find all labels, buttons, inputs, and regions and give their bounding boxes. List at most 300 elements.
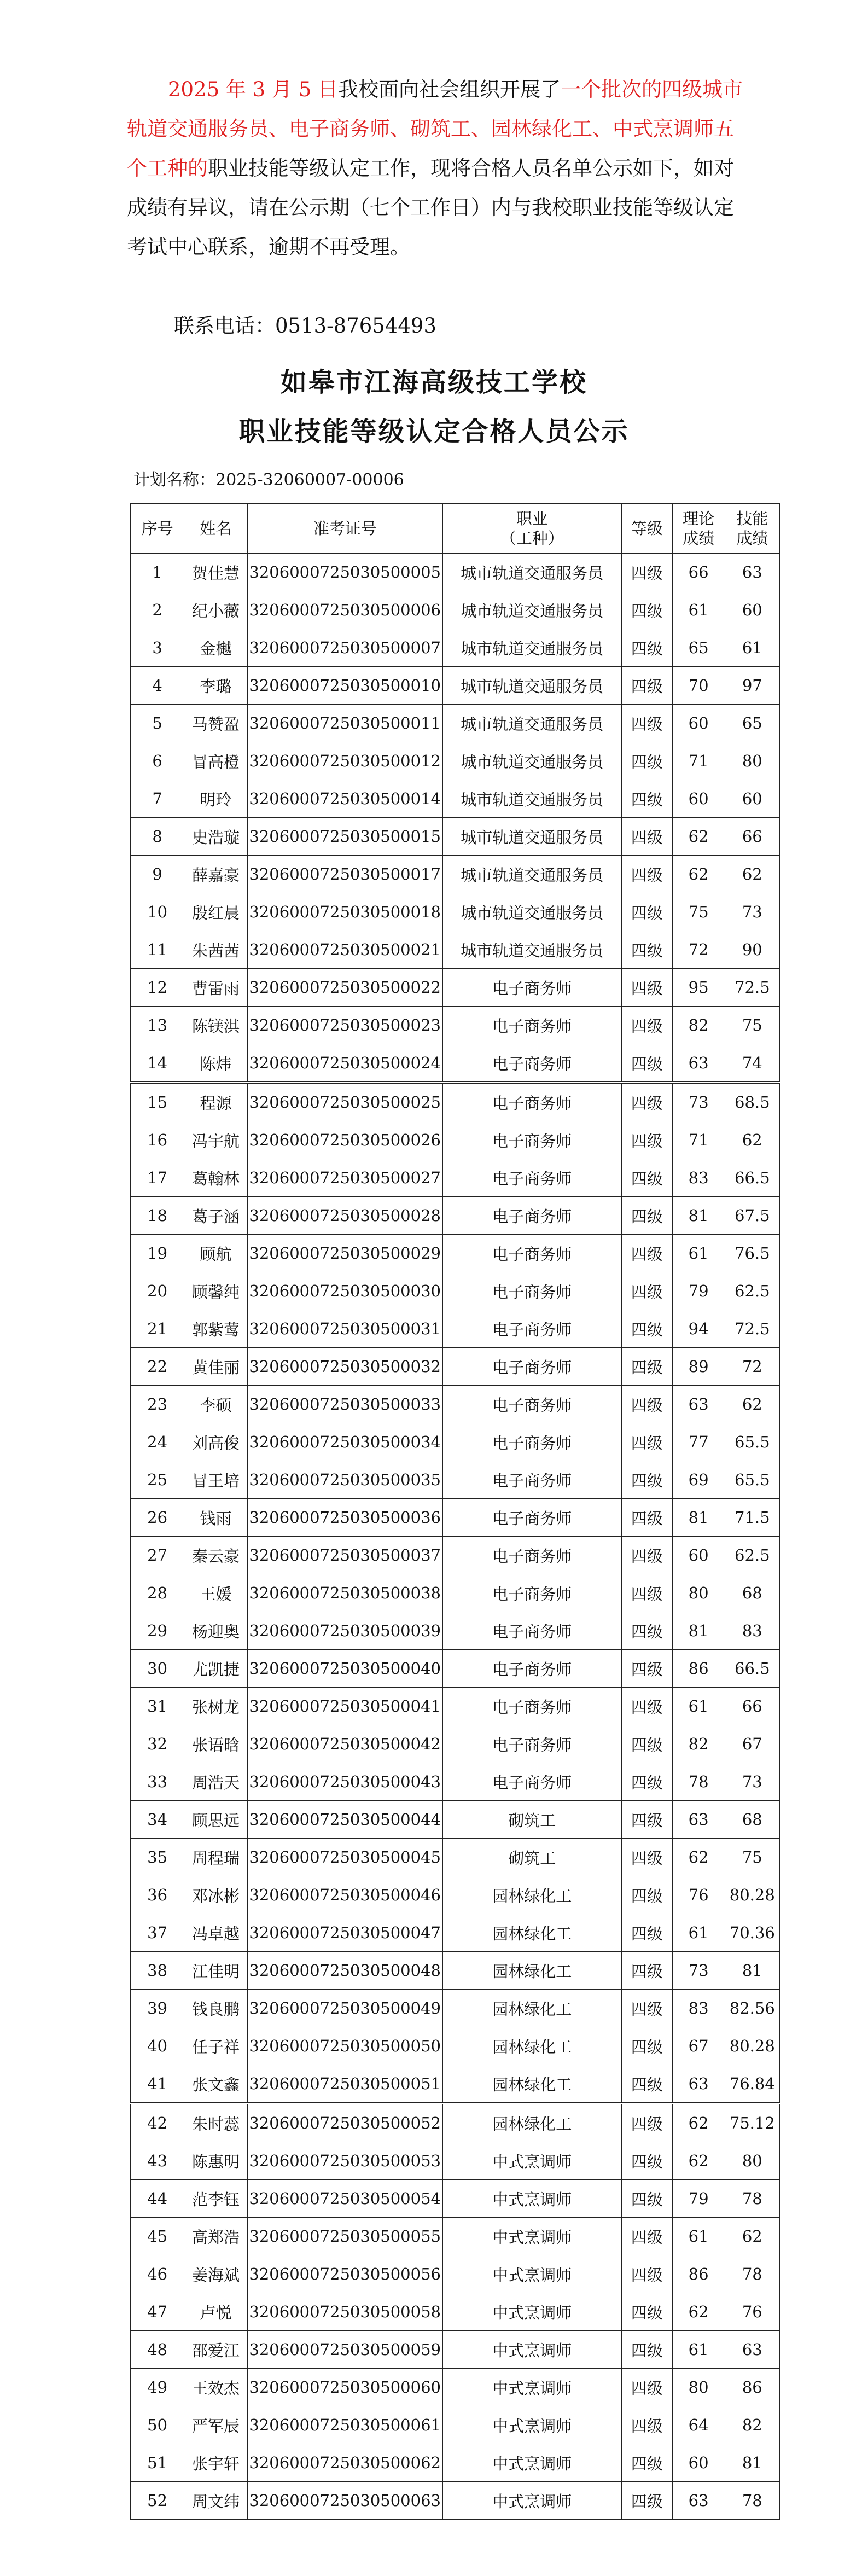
notice-paragraph <box>127 70 749 267</box>
cell-theory: 79 <box>672 1272 725 1310</box>
cell-id: 3206000725030500015 <box>247 818 442 856</box>
table-row <box>131 818 780 856</box>
cell-name: 邵爱江 <box>184 2331 248 2369</box>
cell-level: 四级 <box>621 2331 672 2369</box>
table-row <box>131 1839 780 1876</box>
cell-id: 3206000725030500007 <box>247 629 442 667</box>
cell-level: 四级 <box>621 1348 672 1386</box>
cell-no: 47 <box>131 2293 184 2331</box>
cell-no: 50 <box>131 2406 184 2444</box>
cell-skill: 75 <box>725 1007 779 1044</box>
cell-id: 3206000725030500040 <box>247 1650 442 1688</box>
cell-name: 冒高橙 <box>184 742 248 780</box>
cell-id: 3206000725030500031 <box>247 1310 442 1348</box>
cell-name: 马赞盈 <box>184 705 248 742</box>
cell-id: 3206000725030500046 <box>247 1876 442 1914</box>
table-row <box>131 1272 780 1310</box>
cell-level: 四级 <box>621 591 672 629</box>
cell-theory: 61 <box>672 1235 725 1272</box>
cell-id: 3206000725030500050 <box>247 2027 442 2065</box>
notice-date: 2025 年 3 月 5 日 <box>168 78 339 101</box>
cell-id: 3206000725030500017 <box>247 856 442 893</box>
cell-no: 3 <box>131 629 184 667</box>
cell-level: 四级 <box>621 780 672 818</box>
table-row <box>131 2255 780 2293</box>
table-row <box>131 1348 780 1386</box>
cell-skill: 75 <box>725 1839 779 1876</box>
table-row <box>131 1688 780 1725</box>
plan-name: 计划名称：2025-32060007-00006 <box>133 470 404 490</box>
cell-name: 王媛 <box>184 1574 248 1612</box>
cell-job: 电子商务师 <box>442 1725 621 1763</box>
cell-job: 中式烹调师 <box>442 2255 621 2293</box>
cell-theory: 69 <box>672 1461 725 1499</box>
cell-theory: 61 <box>672 1688 725 1725</box>
cell-skill: 72.5 <box>725 969 779 1007</box>
cell-id: 3206000725030500021 <box>247 931 442 969</box>
cell-skill: 76.84 <box>725 2065 779 2104</box>
qualified-list-table <box>130 503 780 2520</box>
cell-id: 3206000725030500052 <box>247 2103 442 2142</box>
cell-skill: 90 <box>725 931 779 969</box>
cell-name: 李硕 <box>184 1386 248 1423</box>
cell-theory: 73 <box>672 1083 725 1121</box>
cell-no: 20 <box>131 1272 184 1310</box>
cell-theory: 62 <box>672 2142 725 2180</box>
cell-level: 四级 <box>621 1272 672 1310</box>
table-row <box>131 1725 780 1763</box>
cell-id: 3206000725030500041 <box>247 1688 442 1725</box>
cell-id: 3206000725030500044 <box>247 1801 442 1839</box>
cell-skill: 83 <box>725 1612 779 1650</box>
cell-job: 电子商务师 <box>442 1121 621 1159</box>
cell-no: 23 <box>131 1386 184 1423</box>
table-row <box>131 1952 780 1990</box>
cell-no: 49 <box>131 2369 184 2406</box>
school-name: 如皋市江海高级技工学校 <box>280 367 587 398</box>
cell-name: 冯卓越 <box>184 1914 248 1952</box>
cell-no: 41 <box>131 2065 184 2104</box>
cell-skill: 75.12 <box>725 2103 779 2142</box>
cell-skill: 73 <box>725 893 779 931</box>
cell-level: 四级 <box>621 1386 672 1423</box>
cell-name: 李璐 <box>184 667 248 705</box>
cell-id: 3206000725030500026 <box>247 1121 442 1159</box>
cell-name: 张语晗 <box>184 1725 248 1763</box>
table-row <box>131 705 780 742</box>
cell-level: 四级 <box>621 629 672 667</box>
cell-name: 邓冰彬 <box>184 1876 248 1914</box>
cell-job: 电子商务师 <box>442 1159 621 1197</box>
cell-name: 周程瑞 <box>184 1839 248 1876</box>
cell-theory: 67 <box>672 2027 725 2065</box>
cell-no: 48 <box>131 2331 184 2369</box>
cell-job: 电子商务师 <box>442 1348 621 1386</box>
table-row <box>131 1235 780 1272</box>
cell-skill: 68 <box>725 1574 779 1612</box>
table-row <box>131 591 780 629</box>
cell-level: 四级 <box>621 1235 672 1272</box>
table-row <box>131 1159 780 1197</box>
cell-id: 3206000725030500012 <box>247 742 442 780</box>
notice-text-1: 我校面向社会组织开展了 <box>338 78 561 101</box>
cell-id: 3206000725030500059 <box>247 2331 442 2369</box>
cell-level: 四级 <box>621 1310 672 1348</box>
cell-name: 王效杰 <box>184 2369 248 2406</box>
cell-level: 四级 <box>621 2180 672 2218</box>
table-row <box>131 1044 780 1083</box>
cell-id: 3206000725030500039 <box>247 1612 442 1650</box>
cell-name: 严军辰 <box>184 2406 248 2444</box>
notice-highlight: 一个批次的四级城市轨道交通服务员、电子商务师、砌筑工、园林绿化工、中式烹调师五个工种的 <box>127 78 743 180</box>
cell-no: 12 <box>131 969 184 1007</box>
cell-name: 姜海斌 <box>184 2255 248 2293</box>
cell-name: 程源 <box>184 1083 248 1121</box>
cell-name: 顾馨纯 <box>184 1272 248 1310</box>
cell-level: 四级 <box>621 1990 672 2027</box>
table-row <box>131 2482 780 2520</box>
cell-id: 3206000725030500054 <box>247 2180 442 2218</box>
cell-skill: 80.28 <box>725 1876 779 1914</box>
cell-job: 电子商务师 <box>442 1272 621 1310</box>
cell-id: 3206000725030500027 <box>247 1159 442 1197</box>
cell-theory: 63 <box>672 2482 725 2520</box>
cell-id: 3206000725030500038 <box>247 1574 442 1612</box>
cell-theory: 60 <box>672 2444 725 2482</box>
cell-name: 葛子涵 <box>184 1197 248 1235</box>
cell-level: 四级 <box>621 1121 672 1159</box>
cell-no: 32 <box>131 1725 184 1763</box>
cell-name: 刘高俊 <box>184 1423 248 1461</box>
cell-level: 四级 <box>621 667 672 705</box>
cell-theory: 66 <box>672 554 725 591</box>
cell-skill: 63 <box>725 554 779 591</box>
cell-level: 四级 <box>621 1801 672 1839</box>
table-row <box>131 554 780 591</box>
cell-no: 33 <box>131 1763 184 1801</box>
cell-job: 电子商务师 <box>442 1310 621 1348</box>
cell-job: 砌筑工 <box>442 1839 621 1876</box>
table-row <box>131 2142 780 2180</box>
cell-level: 四级 <box>621 1763 672 1801</box>
cell-name: 明玲 <box>184 780 248 818</box>
cell-skill: 80.28 <box>725 2027 779 2065</box>
cell-level: 四级 <box>621 1688 672 1725</box>
cell-job: 中式烹调师 <box>442 2331 621 2369</box>
cell-level: 四级 <box>621 2444 672 2482</box>
cell-theory: 62 <box>672 2293 725 2331</box>
cell-no: 42 <box>131 2103 184 2142</box>
cell-level: 四级 <box>621 893 672 931</box>
cell-theory: 61 <box>672 2331 725 2369</box>
cell-no: 24 <box>131 1423 184 1461</box>
cell-name: 高郑浩 <box>184 2218 248 2255</box>
cell-name: 周浩天 <box>184 1763 248 1801</box>
cell-job: 中式烹调师 <box>442 2293 621 2331</box>
cell-skill: 86 <box>725 2369 779 2406</box>
cell-level: 四级 <box>621 1159 672 1197</box>
cell-name: 朱时蕊 <box>184 2103 248 2142</box>
cell-theory: 89 <box>672 1348 725 1386</box>
cell-name: 史浩璇 <box>184 818 248 856</box>
cell-name: 冯宇航 <box>184 1121 248 1159</box>
table-row <box>131 2293 780 2331</box>
table-row <box>131 742 780 780</box>
cell-name: 顾思远 <box>184 1801 248 1839</box>
cell-level: 四级 <box>621 969 672 1007</box>
table-row <box>131 2218 780 2255</box>
cell-name: 杨迎奥 <box>184 1612 248 1650</box>
cell-name: 周文纬 <box>184 2482 248 2520</box>
col-skill: 技能 成绩 <box>725 504 779 554</box>
table-row <box>131 931 780 969</box>
cell-theory: 82 <box>672 1007 725 1044</box>
table-row <box>131 1537 780 1574</box>
cell-no: 7 <box>131 780 184 818</box>
col-job: 职业 （工种） <box>442 504 621 554</box>
cell-skill: 68 <box>725 1801 779 1839</box>
cell-skill: 74 <box>725 1044 779 1083</box>
cell-theory: 83 <box>672 1990 725 2027</box>
cell-id: 3206000725030500011 <box>247 705 442 742</box>
cell-level: 四级 <box>621 1499 672 1537</box>
cell-theory: 62 <box>672 2103 725 2142</box>
table-row <box>131 1007 780 1044</box>
cell-job: 电子商务师 <box>442 1688 621 1725</box>
table-row <box>131 893 780 931</box>
cell-no: 16 <box>131 1121 184 1159</box>
page-title: 职业技能等级认定合格人员公示 <box>238 416 630 447</box>
cell-name: 张宇轩 <box>184 2444 248 2482</box>
cell-level: 四级 <box>621 2482 672 2520</box>
cell-no: 21 <box>131 1310 184 1348</box>
cell-skill: 65 <box>725 705 779 742</box>
cell-id: 3206000725030500030 <box>247 1272 442 1310</box>
cell-no: 31 <box>131 1688 184 1725</box>
cell-level: 四级 <box>621 931 672 969</box>
cell-theory: 75 <box>672 893 725 931</box>
cell-level: 四级 <box>621 2065 672 2104</box>
cell-id: 3206000725030500048 <box>247 1952 442 1990</box>
cell-theory: 61 <box>672 2218 725 2255</box>
cell-no: 8 <box>131 818 184 856</box>
table-row <box>131 2406 780 2444</box>
cell-skill: 66 <box>725 1688 779 1725</box>
cell-no: 17 <box>131 1159 184 1197</box>
cell-theory: 63 <box>672 1044 725 1083</box>
cell-id: 3206000725030500018 <box>247 893 442 931</box>
cell-no: 22 <box>131 1348 184 1386</box>
cell-name: 葛翰林 <box>184 1159 248 1197</box>
cell-level: 四级 <box>621 1083 672 1121</box>
cell-job: 城市轨道交通服务员 <box>442 629 621 667</box>
cell-level: 四级 <box>621 856 672 893</box>
cell-name: 钱良鹏 <box>184 1990 248 2027</box>
cell-job: 砌筑工 <box>442 1801 621 1839</box>
table-row <box>131 1876 780 1914</box>
cell-theory: 61 <box>672 1914 725 1952</box>
cell-name: 张文鑫 <box>184 2065 248 2104</box>
cell-skill: 66.5 <box>725 1650 779 1688</box>
contact-phone <box>174 309 436 339</box>
cell-no: 18 <box>131 1197 184 1235</box>
table-row <box>131 1574 780 1612</box>
col-name: 姓名 <box>184 504 248 554</box>
cell-level: 四级 <box>621 1650 672 1688</box>
cell-skill: 80 <box>725 2142 779 2180</box>
cell-no: 11 <box>131 931 184 969</box>
cell-skill: 62 <box>725 1386 779 1423</box>
cell-no: 51 <box>131 2444 184 2482</box>
cell-job: 城市轨道交通服务员 <box>442 856 621 893</box>
cell-job: 城市轨道交通服务员 <box>442 818 621 856</box>
cell-skill: 78 <box>725 2180 779 2218</box>
cell-name: 薛嘉豪 <box>184 856 248 893</box>
cell-id: 3206000725030500022 <box>247 969 442 1007</box>
cell-id: 3206000725030500033 <box>247 1386 442 1423</box>
cell-id: 3206000725030500006 <box>247 591 442 629</box>
cell-theory: 60 <box>672 1537 725 1574</box>
cell-level: 四级 <box>621 1007 672 1044</box>
cell-theory: 60 <box>672 705 725 742</box>
cell-id: 3206000725030500032 <box>247 1348 442 1386</box>
cell-no: 26 <box>131 1499 184 1537</box>
cell-id: 3206000725030500062 <box>247 2444 442 2482</box>
cell-theory: 63 <box>672 1386 725 1423</box>
cell-skill: 97 <box>725 667 779 705</box>
cell-id: 3206000725030500024 <box>247 1044 442 1083</box>
cell-job: 园林绿化工 <box>442 2027 621 2065</box>
cell-no: 14 <box>131 1044 184 1083</box>
cell-name: 秦云豪 <box>184 1537 248 1574</box>
cell-job: 电子商务师 <box>442 1044 621 1083</box>
cell-level: 四级 <box>621 2103 672 2142</box>
cell-skill: 71.5 <box>725 1499 779 1537</box>
cell-job: 中式烹调师 <box>442 2444 621 2482</box>
cell-skill: 72 <box>725 1348 779 1386</box>
cell-job: 电子商务师 <box>442 1197 621 1235</box>
cell-no: 45 <box>131 2218 184 2255</box>
cell-id: 3206000725030500023 <box>247 1007 442 1044</box>
cell-theory: 78 <box>672 1763 725 1801</box>
cell-skill: 62.5 <box>725 1272 779 1310</box>
cell-job: 城市轨道交通服务员 <box>442 742 621 780</box>
cell-level: 四级 <box>621 1876 672 1914</box>
cell-no: 37 <box>131 1914 184 1952</box>
cell-no: 10 <box>131 893 184 931</box>
cell-theory: 60 <box>672 780 725 818</box>
cell-theory: 76 <box>672 1876 725 1914</box>
cell-theory: 83 <box>672 1159 725 1197</box>
cell-theory: 79 <box>672 2180 725 2218</box>
notice-text-2: 职业技能等级认定工作，现将合格人员名单公示如下，如对成绩有异议，请在公示期（七个工作日）内与我校职业技能等级认定考试中心联系，逾期不再受理。 <box>127 156 734 259</box>
cell-name: 任子祥 <box>184 2027 248 2065</box>
cell-name: 尤凯捷 <box>184 1650 248 1688</box>
table-row <box>131 1386 780 1423</box>
cell-job: 城市轨道交通服务员 <box>442 591 621 629</box>
cell-job: 园林绿化工 <box>442 1952 621 1990</box>
cell-level: 四级 <box>621 1423 672 1461</box>
cell-job: 园林绿化工 <box>442 2065 621 2104</box>
cell-id: 3206000725030500005 <box>247 554 442 591</box>
cell-level: 四级 <box>621 2255 672 2293</box>
cell-no: 27 <box>131 1537 184 1574</box>
cell-id: 3206000725030500028 <box>247 1197 442 1235</box>
cell-skill: 68.5 <box>725 1083 779 1121</box>
cell-skill: 78 <box>725 2255 779 2293</box>
cell-level: 四级 <box>621 1574 672 1612</box>
cell-level: 四级 <box>621 742 672 780</box>
phone-label: 联系电话： <box>174 314 275 338</box>
cell-job: 城市轨道交通服务员 <box>442 893 621 931</box>
col-level: 等级 <box>621 504 672 554</box>
cell-job: 城市轨道交通服务员 <box>442 705 621 742</box>
cell-id: 3206000725030500042 <box>247 1725 442 1763</box>
cell-theory: 63 <box>672 2065 725 2104</box>
cell-skill: 60 <box>725 780 779 818</box>
cell-job: 中式烹调师 <box>442 2142 621 2180</box>
table-row <box>131 1310 780 1348</box>
cell-theory: 72 <box>672 931 725 969</box>
cell-job: 城市轨道交通服务员 <box>442 667 621 705</box>
cell-level: 四级 <box>621 1914 672 1952</box>
cell-skill: 81 <box>725 1952 779 1990</box>
cell-name: 钱雨 <box>184 1499 248 1537</box>
cell-skill: 65.5 <box>725 1461 779 1499</box>
cell-no: 46 <box>131 2255 184 2293</box>
cell-theory: 95 <box>672 969 725 1007</box>
cell-level: 四级 <box>621 1044 672 1083</box>
cell-theory: 71 <box>672 742 725 780</box>
cell-level: 四级 <box>621 2218 672 2255</box>
cell-job: 城市轨道交通服务员 <box>442 931 621 969</box>
cell-id: 3206000725030500025 <box>247 1083 442 1121</box>
cell-no: 2 <box>131 591 184 629</box>
cell-name: 殷红晨 <box>184 893 248 931</box>
cell-skill: 66 <box>725 818 779 856</box>
cell-level: 四级 <box>621 1952 672 1990</box>
cell-no: 25 <box>131 1461 184 1499</box>
table-row <box>131 2369 780 2406</box>
cell-job: 电子商务师 <box>442 1574 621 1612</box>
table-row <box>131 2103 780 2142</box>
cell-level: 四级 <box>621 818 672 856</box>
cell-no: 29 <box>131 1612 184 1650</box>
cell-job: 城市轨道交通服务员 <box>442 554 621 591</box>
cell-job: 中式烹调师 <box>442 2218 621 2255</box>
cell-no: 4 <box>131 667 184 705</box>
table-row <box>131 1763 780 1801</box>
cell-no: 9 <box>131 856 184 893</box>
cell-id: 3206000725030500051 <box>247 2065 442 2104</box>
cell-job: 电子商务师 <box>442 1386 621 1423</box>
cell-level: 四级 <box>621 1197 672 1235</box>
cell-job: 城市轨道交通服务员 <box>442 780 621 818</box>
cell-job: 电子商务师 <box>442 1083 621 1121</box>
cell-skill: 60 <box>725 591 779 629</box>
table-row <box>131 1990 780 2027</box>
cell-no: 28 <box>131 1574 184 1612</box>
cell-theory: 86 <box>672 2255 725 2293</box>
cell-id: 3206000725030500036 <box>247 1499 442 1537</box>
cell-name: 黄佳丽 <box>184 1348 248 1386</box>
cell-skill: 73 <box>725 1763 779 1801</box>
cell-name: 顾航 <box>184 1235 248 1272</box>
cell-no: 19 <box>131 1235 184 1272</box>
table-row <box>131 629 780 667</box>
cell-id: 3206000725030500047 <box>247 1914 442 1952</box>
cell-job: 电子商务师 <box>442 1461 621 1499</box>
